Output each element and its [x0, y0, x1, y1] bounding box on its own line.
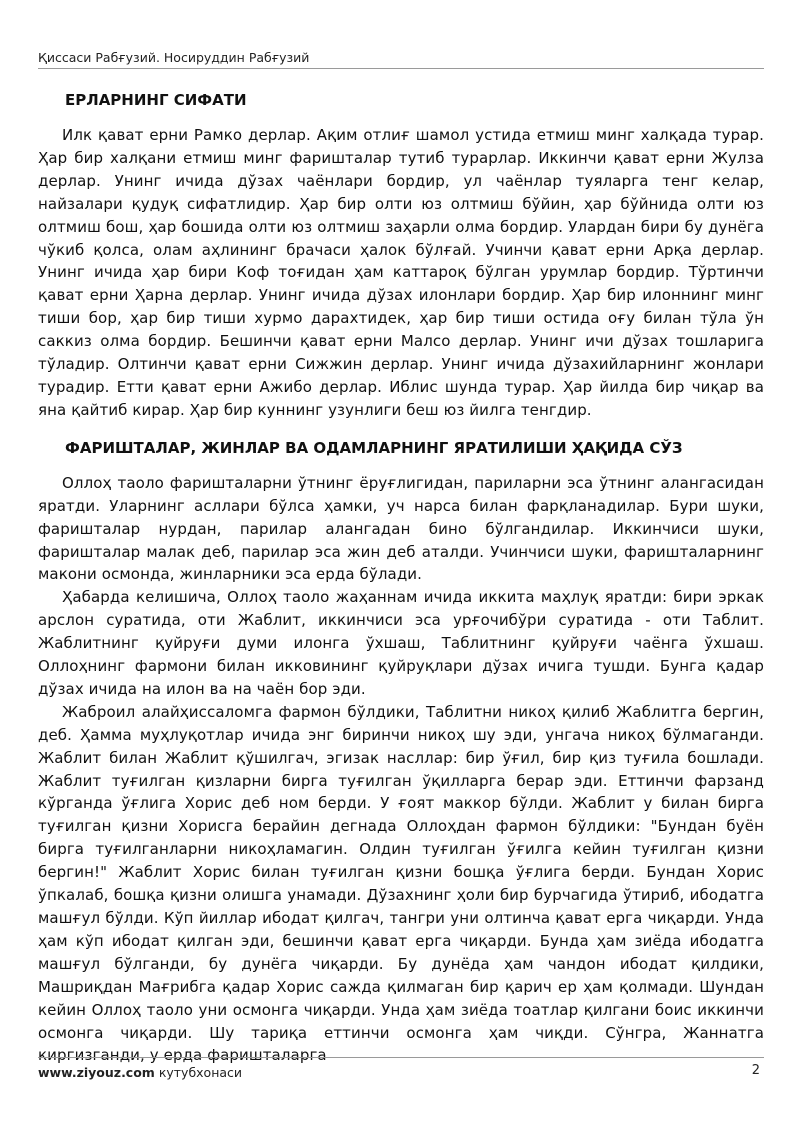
paragraph: Жаброил алайҳиссаломга фармон бўлдики, Таблитни никоҳ қилиб Жаблитга бергин, деб. Ҳамма муҳлуқотлар ичида энг биринчи никоҳ шу эди, унгача никоҳ бўлмаганди. Жаблит билан Жаблит қўшилгач, эгизак насллар: бир ўғил, бир қиз туғила бошлади. Жаблит туғилган қизларни бирга туғилган ўқилларга берар эди. Еттинчи фарзанд кўрганда ўғлига Хорис деб ном берди. У ғоят маккор бўлди. Жаблит у билан бирга туғилган қизни Хорисга берайин дегнада Оллоҳдан фармон бўлдики: "Бундан буён бирга туғилганларни никоҳламагин. Олдин туғилган ўғилга кейин туғилган қизни бергин!" Жаблит Хорис билан туғилган қизни бошқа ўғлига берди. Бундан Хорис ўпкалаб, бошқа қизни олишга унамади. Дўзахнинг ҳоли бир бурчагида ўтириб, ибодатга машғул бўлди. Кўп йиллар ибодат қилгач, тангри уни олтинча қават ерга чиқарди. Унда ҳам кўп ибодат қилган эди, бешинчи қават ерга чиқарди. Бунда ҳам зиёда ибодатга машғул бўлганди, бу дунёга чиқарди. Бу дунёда ҳам чандон ибодат қилдики, Машриқдан Мағрибга қадар Хорис сажда қилмаган бир қарич ер ҳам қолмади. Шундан кейин Оллоҳ таоло уни осмонга чиқарди. Унда ҳам зиёда тоатлар қилгани боис иккинчи осмонга чиқарди. Шу тариқа еттинчи осмонга ҳам чиқди. Сўнгра, Жаннатга киргизганди, у ерда фаришталарга [38, 702, 764, 1065]
page-body [38, 82, 764, 1067]
paragraph: Ҳабарда келишича, Оллоҳ таоло жаҳаннам ичида иккита маҳлуқ яратди: бири эркак арслон суратида, оти Жаблит, иккинчиси эса урғочибўри суратида - оти Таблит. Жаблитнинг қуйруғи думи илонга ўхшаш, Таблитнинг қуйруғи чаёнга ўхшаш. Оллоҳнинг фармони билан икковининг қуйруқлари дўзах ичига тушди. Бунга қадар дўзах ичида на илон ва на чаён бор эди. [38, 588, 764, 698]
footer-divider [38, 1057, 764, 1058]
paragraph: Оллоҳ таоло фаришталарни ўтнинг ёруғлигидан, париларни эса ўтнинг алангасидан яратди. Уларнинг асллари бўлса ҳамки, уч нарса билан фарқланадилар. Бури шуки, фаришталар нурдан, парилар алангадан бино бўлгандилар. Иккинчиси шуки, фаришталар малак деб, парилар эса жин деб аталди. Учинчиси шуки, фаришталарнинг макони осмонда, жинларники эса ерда бўлади. [38, 473, 764, 584]
section-heading-earth-attributes: ЕРЛАРНИНГ СИФАТИ [65, 91, 247, 109]
section-heading-creation: ФАРИШТАЛАР, ЖИНЛАР ВА ОДАМЛАРНИНГ ЯРАТИЛИШИ ҲАҚИДА СЎЗ [65, 438, 683, 457]
page-number: 2 [751, 1063, 760, 1078]
footer-label: кутубхонаси [158, 1065, 243, 1080]
running-header: Қиссаси Рабғузий. Носируддин Рабғузий [38, 50, 310, 65]
footer-source [38, 1065, 242, 1080]
footer-site-link[interactable]: www.ziyouz.com [38, 1065, 155, 1080]
header-divider [38, 68, 764, 69]
paragraph: Илк қават ерни Рамко дерлар. Ақим отлиғ шамол устида етмиш минг халқада турар. Ҳар бир халқани етмиш минг фаришталар тутиб турарлар. Иккинчи қават ерни Жулза дерлар. Унинг ичида дўзах чаёнлари бордир, ул чаёнлар туяларга тенг келар, найзалари қудуқ сифатлидир. Ҳар бир олти юз олтмиш бўйин, ҳар бўйнида олти юз олтмиш бош, ҳар бошида олти юз олтмиш заҳарли олма бордир. Улардан бири бу дунёга чўкиб қолса, олам аҳлининг брачаси ҳалок бўлғай. Учинчи қават ерни Арқа дерлар. Унинг ичида ҳар бири Коф тоғидан ҳам каттароқ бўлган урумлар бордир. Тўртинчи қават ерни Ҳарна дерлар. Унинг ичида дўзах илонлари бордир. Ҳар бир илоннинг минг тиши бор, ҳар бир тиши хурмо дарахтидек, ҳар бир тиши остида оғу билан тўла ўн саккиз олма бордир. Бешинчи қават ерни Малсо дерлар. Унинг ичи дўзах тошларига тўладир. Олтинчи қават ерни Сижжин дерлар. Унинг ичида дўзахийларнинг жонлари турадир. Етти қават ерни Ажибо дерлар. Иблис шунда турар. Ҳар йилда бир чиқар ва яна қайтиб кирар. Ҳар бир куннинг узунлиги беш юз йилга тенгдир. [38, 126, 764, 419]
